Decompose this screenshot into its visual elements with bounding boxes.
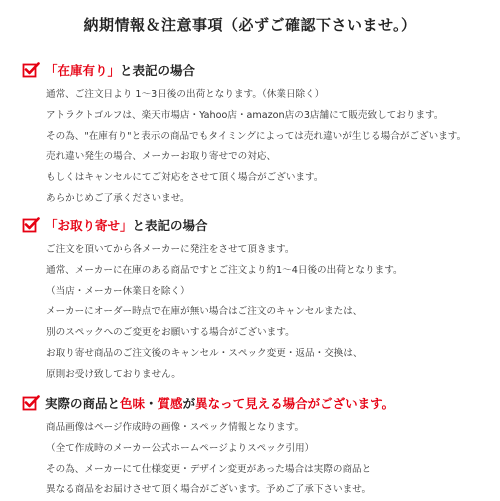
heading-text: と表記の場合 <box>120 63 196 78</box>
body-line: 別のスペックへのご変更をお願いする場合がございます。 <box>46 327 295 339</box>
body-line: アトラクトゴルフは、楽天市場店・Yahoo店・amazon店の3店舗にて販売致しております。 <box>46 109 444 121</box>
body-line: メーカーにオーダー時点で在庫が無い場合はご注文のキャンセルまたは、 <box>46 306 363 318</box>
checkbox-check-icon <box>22 61 40 79</box>
heading-text: が <box>182 396 196 411</box>
heading-highlight: 「在庫有り」 <box>45 63 121 78</box>
heading-text: 実際の商品と <box>45 396 121 411</box>
checkbox-check-icon <box>22 394 40 412</box>
body-line: 異なる商品をお届けさせて頂く場合がございます。予めご了承下さいませ。 <box>46 484 372 496</box>
body-line: その為、"在庫有り"と表示の商品でもタイミングによっては売れ違いが生じる場合がございます。 <box>46 130 467 142</box>
heading-highlight: 異なって見える場合がございます。 <box>195 396 395 411</box>
body-line: もしくはキャンセルにてご対応をさせて頂く場合がございます。 <box>46 172 324 184</box>
body-line: 原則お受け致しておりません。 <box>46 368 181 380</box>
body-line: （全て作成時のメーカー公式ホームページよりスペック引用） <box>46 442 315 454</box>
section-heading <box>22 393 492 413</box>
body-line: お取り寄せ商品のご注文後のキャンセル・スペック変更・返品・交換は、 <box>46 347 363 359</box>
body-line: 通常、メーカーに在庫のある商品ですとご注文より約1〜4日後の出荷となります。 <box>46 264 403 276</box>
body-line: （当店・メーカー休業日を除く） <box>46 285 190 297</box>
section-heading <box>22 215 492 235</box>
section-body <box>46 85 492 210</box>
section-body <box>46 418 492 501</box>
section-backorder <box>22 215 492 386</box>
page-title: 納期情報＆注意事項（必ずご確認下さいませ。） <box>83 16 417 34</box>
section-in-stock <box>22 60 492 210</box>
heading-text: ・ <box>145 396 158 411</box>
section-heading <box>22 60 492 80</box>
checkbox-check-icon <box>22 216 40 234</box>
heading-highlight: 色味 <box>120 396 146 411</box>
body-line: 通常、ご注文日より 1〜3日後の出荷となります。（休業日除く） <box>46 89 325 100</box>
section-body <box>46 240 492 386</box>
heading-highlight: 「お取り寄せ」 <box>45 218 133 233</box>
body-line: 商品画像はページ作成時の画像・スペック情報となります。 <box>46 422 305 433</box>
heading-highlight: 質感 <box>157 396 183 411</box>
body-line: ご注文を頂いてから各メーカーに発注をさせて頂きます。 <box>46 244 295 255</box>
body-line: その為、メーカーにて仕様変更・デザイン変更があった場合は実際の商品と <box>46 463 372 475</box>
body-line: 売れ違い発生の場合、メーカーお取り寄せでの対応、 <box>46 151 277 163</box>
heading-text: と表記の場合 <box>132 218 208 233</box>
section-color-difference <box>22 393 492 501</box>
body-line: あらかじめご了承くださいませ。 <box>46 192 190 204</box>
